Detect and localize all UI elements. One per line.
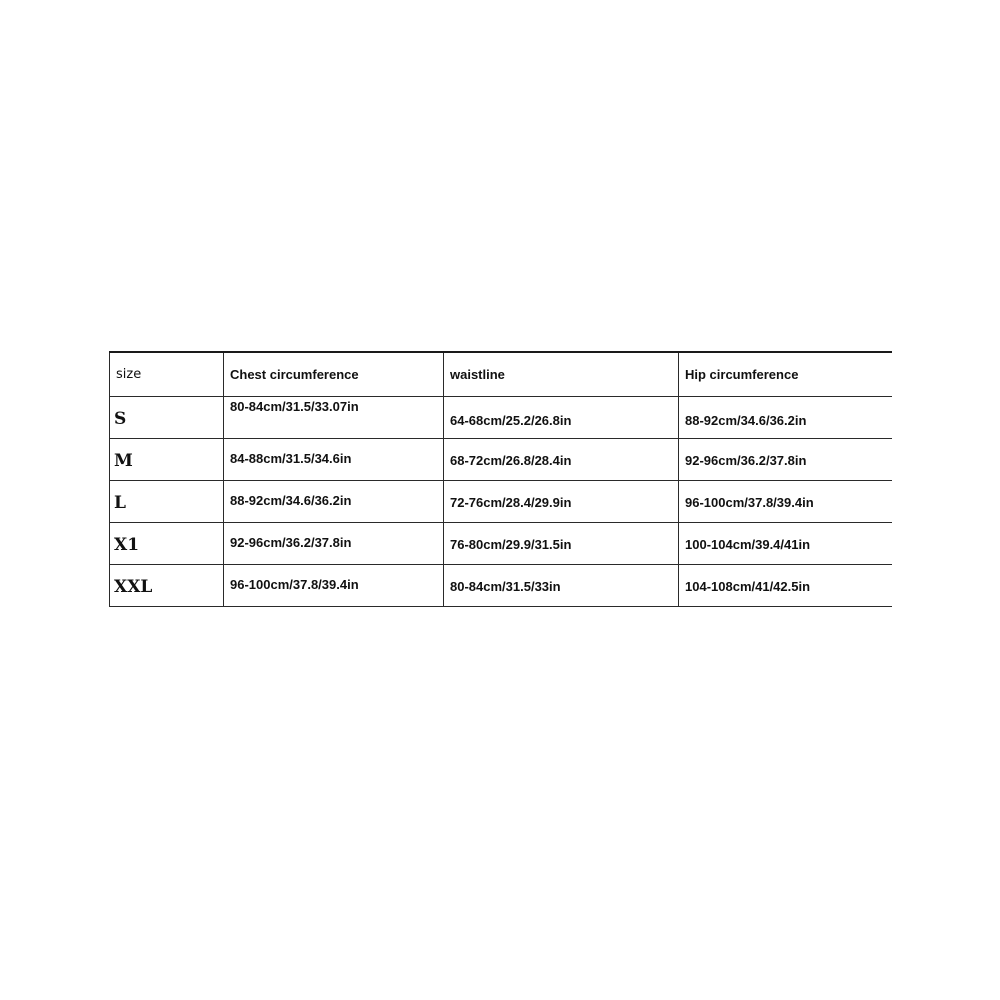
hip-cell: 92-96cm/36.2/37.8in	[679, 438, 892, 480]
hip-cell: 88-92cm/34.6/36.2in	[679, 396, 892, 438]
size-cell: L	[110, 480, 224, 522]
waist-cell: 72-76cm/28.4/29.9in	[444, 480, 679, 522]
hip-cell: 96-100cm/37.8/39.4in	[679, 480, 892, 522]
hip-cell: 104-108cm/41/42.5in	[679, 564, 892, 606]
header-waist: waistline	[444, 352, 679, 396]
waist-cell: 76-80cm/29.9/31.5in	[444, 522, 679, 564]
chest-cell: 92-96cm/36.2/37.8in	[224, 522, 444, 564]
hip-cell: 100-104cm/39.4/41in	[679, 522, 892, 564]
table-row	[110, 438, 892, 480]
chest-cell: 88-92cm/34.6/36.2in	[224, 480, 444, 522]
header-row	[110, 352, 892, 396]
size-cell: XXL	[110, 564, 224, 606]
chest-cell: 84-88cm/31.5/34.6in	[224, 438, 444, 480]
waist-cell: 64-68cm/25.2/26.8in	[444, 396, 679, 438]
header-hip: Hip circumference	[679, 352, 892, 396]
size-cell: M	[110, 438, 224, 480]
chest-cell: 96-100cm/37.8/39.4in	[224, 564, 444, 606]
table-row	[110, 480, 892, 522]
table-row	[110, 564, 892, 606]
size-cell: S	[110, 396, 224, 438]
size-cell: X1	[110, 522, 224, 564]
size-chart-table	[109, 351, 892, 607]
header-chest: Chest circumference	[224, 352, 444, 396]
header-size: size	[110, 352, 224, 396]
table-row	[110, 396, 892, 438]
table-row	[110, 522, 892, 564]
waist-cell: 68-72cm/26.8/28.4in	[444, 438, 679, 480]
chest-cell: 80-84cm/31.5/33.07in	[224, 396, 444, 438]
waist-cell: 80-84cm/31.5/33in	[444, 564, 679, 606]
